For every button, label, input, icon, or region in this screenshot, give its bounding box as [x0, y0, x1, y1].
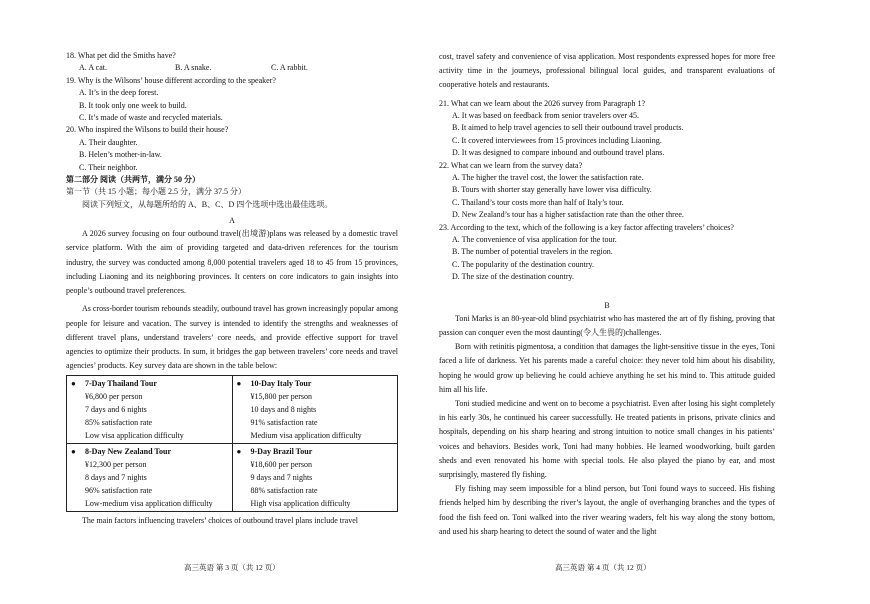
passage-paragraph: cost, travel safety and convenience of visa application. Most respondents expressed hopes for more free activity time in the journeys, professional bilingual local guides, and transparent evaluations of cooperative hotels and restaurants. — [439, 52, 775, 90]
bullet-icon: ● — [71, 379, 76, 389]
option-a: A. Their daughter. — [79, 137, 138, 147]
tour-visa: Low-medium visa application difficulty — [85, 499, 213, 509]
tour-satisfaction: 88% satisfaction rate — [250, 486, 318, 496]
bullet-icon: ● — [71, 447, 76, 457]
option-c: C. Thailand’s tour costs more than half of Italy’s tour. — [452, 197, 624, 207]
option-a: A. The convenience of visa application for the tour. — [452, 235, 617, 245]
survey-table — [66, 375, 398, 512]
right-column — [439, 50, 775, 539]
question-20: 20. Who inspired the Wilsons to build their house? — [66, 125, 229, 135]
tour-name: 10-Day Italy Tour — [250, 379, 312, 389]
tour-duration: 8 days and 7 nights — [85, 473, 147, 483]
table-row — [67, 376, 398, 444]
tour-satisfaction: 96% satisfaction rate — [85, 486, 153, 496]
question-21: 21. What can we learn about the 2026 survey from Paragraph 1? — [439, 98, 646, 108]
bullet-icon: ● — [236, 379, 242, 389]
instructions: 阅读下列短文，从每题所给的 A、B、C、D 四个选项中选出最佳选项。 — [82, 199, 333, 209]
right-page — [435, 0, 870, 604]
passage-paragraph: As cross-border tourism rebounds steadily, outbound travel has grown increasingly popular among people for leisure and vacation. The survey is intended to identify the strengths and weaknesses of different travel plans, understand travelers’ core needs, and provide effective support for travel agencies to optimize their products. In sum, it bridges the gap between travelers’ core needs and travel agencies’ products. Key survey data are shown in the table below: — [66, 304, 398, 371]
tour-name: 9-Day Brazil Tour — [250, 447, 313, 457]
option-a: A. It was based on feedback from senior travelers over 45. — [452, 111, 640, 121]
tour-duration: 7 days and 6 nights — [85, 405, 147, 415]
passage-label: B — [604, 300, 610, 310]
option-b: B. The number of potential travelers in the region. — [452, 247, 613, 257]
option-d: D. It was designed to compare inbound and outbound travel plans. — [452, 148, 665, 158]
question-23: 23. According to the text, which of the following is a key factor affecting travelers’ choices? — [439, 222, 734, 232]
option-b: B. It aimed to help travel agencies to sell their outbound travel products. — [452, 123, 684, 133]
passage-paragraph: Toni studied medicine and went on to become a psychiatrist. Even after losing his sight completely in his early 30s, he continued his career successfully. He treated patients in prisons, private clinics and hospitals, depending on his sharp hearing and strong intuition to notice small changes in his patients’ voices and behaviors. Besides work, Toni had many hobbies. He learned woodworking, built garden sheds and even renovated his home with special tools. He also played the piano by ear, and most surprisingly, mastered fly fishing. — [439, 398, 775, 479]
question-19: 19. Why is the Wilsons’ house different according to the speaker? — [66, 75, 276, 85]
option-b: B. Tours with shorter stay generally have lower visa difficulty. — [452, 185, 652, 195]
table-cell — [67, 376, 233, 444]
tour-visa: Medium visa application difficulty — [250, 431, 362, 441]
passage-paragraph: A 2026 survey focusing on four outbound travel(出境游)plans was released by a domestic travel service platform. With the aim of providing targeted and data-driven references for the tourism industry, the survey was conducted among 8,000 potential travelers aged 18 to 45 from 15 provinces, including Liaoning and its neighboring provinces. It centers on core indicators to gain insights into people’s outbound travel preferences. — [66, 229, 398, 296]
section-heading: 第一节（共 15 小题；每小题 2.5 分，满分 37.5 分） — [66, 187, 246, 197]
option-b: B. It took only one week to build. — [79, 100, 187, 110]
tour-visa: Low visa application difficulty — [85, 431, 184, 441]
option-a: A. It’s in the deep forest. — [79, 88, 159, 98]
tour-price: ¥15,800 per person — [250, 392, 313, 402]
tour-name: 8-Day New Zealand Tour — [85, 447, 172, 457]
tour-duration: 9 days and 7 nights — [250, 473, 313, 483]
option-a: A. A cat. — [79, 63, 107, 73]
tour-price: ¥6,800 per person — [85, 392, 143, 402]
part-heading: 第二部分 阅读（共两节，满分 50 分） — [66, 175, 200, 185]
bullet-icon: ● — [236, 447, 242, 457]
option-a: A. The higher the travel cost, the lower the satisfaction rate. — [452, 173, 644, 183]
option-c: C. A rabbit. — [271, 63, 308, 73]
passage-paragraph: Fly fishing may seem impossible for a blind person, but Toni found ways to succeed. His fishing friends helped him by describing the river’s layout, the angle of overhanging branches and the types of food the fish feed on. Toni walked into the river wearing waders, felt his way along the stony bottom, and used his sharp hearing to detect the sound of water and the light — [439, 484, 775, 536]
passage-paragraph: Toni Marks is an 80-year-old blind psychiatrist who has mastered the art of fly fishing, proving that passion can conquer even the most daunting(令人生畏的)challenges. — [439, 313, 775, 337]
table-row — [67, 444, 398, 512]
tour-satisfaction: 91% satisfaction rate — [250, 418, 318, 428]
option-d: D. New Zealand’s tour has a higher satisfaction rate than the other three. — [452, 210, 684, 220]
option-c: C. It covered interviewees from 15 provinces including Liaoning. — [452, 135, 662, 145]
tour-price: ¥18,600 per person — [250, 460, 313, 470]
tour-visa: High visa application difficulty — [250, 499, 351, 509]
option-c: C. It’s made of waste and recycled materials. — [79, 113, 223, 123]
tour-satisfaction: 85% satisfaction rate — [85, 418, 153, 428]
passage-label: A — [229, 216, 235, 226]
table-cell — [67, 444, 233, 512]
option-b: B. A snake. — [175, 63, 212, 73]
left-column — [66, 50, 398, 529]
question-18: 18. What pet did the Smiths have? — [66, 51, 176, 60]
page-footer: 高三英语 第 3 页（共 12 页） — [184, 563, 280, 572]
table-cell — [232, 444, 398, 512]
option-c: C. Their neighbor. — [79, 162, 138, 172]
option-d: D. The size of the destination country. — [452, 272, 574, 282]
option-c: C. The popularity of the destination country. — [452, 259, 594, 269]
option-b: B. Helen’s mother-in-law. — [79, 150, 162, 160]
passage-paragraph: The main factors influencing travelers’ choices of outbound travel plans include travel — [82, 516, 358, 526]
tour-duration: 10 days and 8 nights — [250, 405, 317, 415]
page-footer: 高三英语 第 4 页（共 12 页） — [555, 563, 651, 572]
passage-paragraph: Born with retinitis pigmentosa, a condition that damages the light-sensitive tissue in the eyes, Toni faced a life of darkness. Yet his parents made a careful choice: they never told him about his disability, hoping he would grow up believing he could achieve anything he set his mind to. This attitude guided him all his life. — [439, 342, 775, 394]
tour-name: 7-Day Thailand Tour — [85, 379, 157, 389]
tour-price: ¥12,300 per person — [85, 460, 147, 470]
table-cell — [232, 376, 398, 444]
question-22: 22. What can we learn from the survey data? — [439, 160, 583, 170]
question-18-options — [66, 62, 398, 74]
